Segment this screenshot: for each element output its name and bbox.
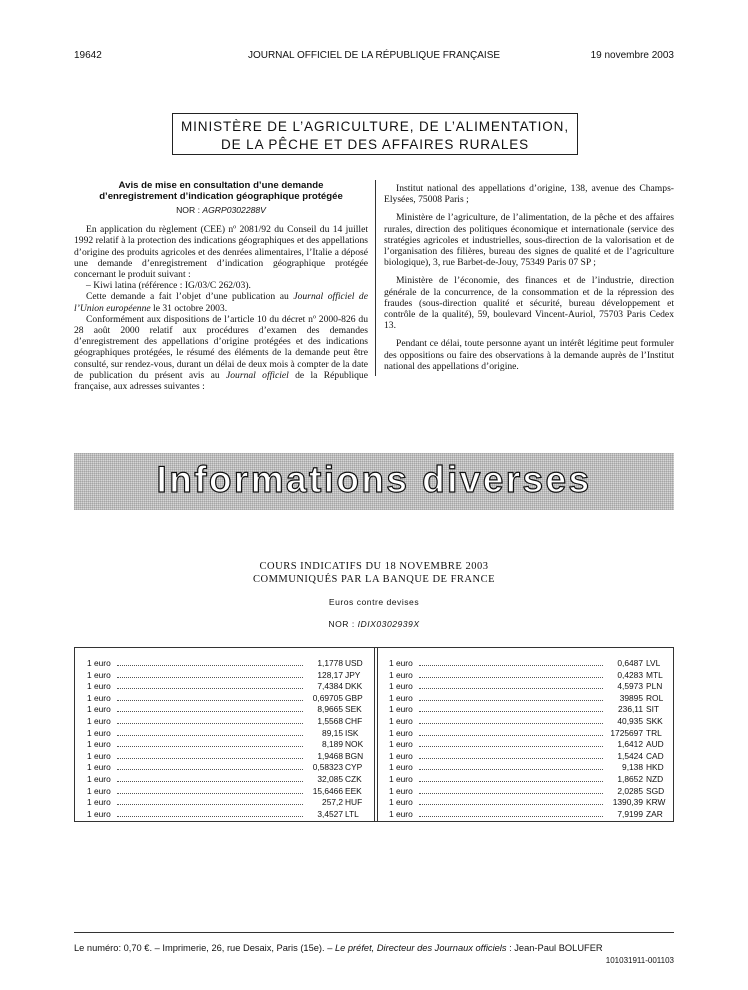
rate-row (87, 716, 377, 728)
currency-code: HUF (345, 797, 363, 808)
rate-value: 40,935 (617, 715, 643, 726)
avis-left-column (74, 180, 368, 392)
avis-paragraph-1: En application du règlement (CEE) nº 2081/92 du Conseil du 14 juillet 1992 relatif à la protection des indications géographiques et des appellations d’origine des produits agricoles et des denrées alimentaires, l’Italie a déposé une demande d’enregistrement d’indication géographique protégée concernant le produit suivant : (74, 224, 368, 281)
rate-row (87, 704, 377, 716)
table-divider (377, 648, 378, 821)
rate-row (389, 716, 679, 728)
rate-value: 128,17 (317, 669, 343, 680)
rate-value: 1725697 (610, 727, 643, 738)
leader-dots (419, 723, 603, 724)
leader-dots (419, 781, 603, 782)
page-footer (74, 943, 674, 965)
rates-left-column (87, 658, 377, 820)
rate-row (389, 681, 679, 693)
leader-dots (117, 700, 303, 701)
leader-dots (419, 793, 603, 794)
ministry-line-2: DE LA PÊCHE ET DES AFFAIRES RURALES (220, 137, 530, 152)
rate-row (87, 739, 377, 751)
leader-dots (419, 816, 603, 817)
avis-paragraph-3 (74, 314, 368, 392)
rate-value: 32,085 (317, 773, 343, 784)
rate-row (389, 693, 679, 705)
leader-dots (419, 804, 603, 805)
currency-code: CHF (345, 715, 363, 726)
leader-dots (117, 735, 303, 736)
currency-code: SGD (646, 785, 665, 796)
avis-title-line-1: Avis de mise en consultation d’une demande (118, 180, 324, 191)
rate-label: 1 euro (389, 704, 413, 715)
page-header (74, 50, 674, 64)
rate-row (87, 786, 377, 798)
rate-row (87, 681, 377, 693)
rate-value: 0,6487 (617, 658, 643, 668)
currency-code: GBP (345, 692, 363, 703)
exchange-rates-table (74, 647, 674, 822)
currency-code: LVL (646, 658, 661, 668)
address-inao: Institut national des appellations d’origine, 138, avenue des Champs-Elysées, 75008 Paris ; (384, 183, 674, 206)
currency-code: LTL (345, 808, 359, 819)
rate-label: 1 euro (87, 704, 111, 715)
rate-row (87, 797, 377, 809)
leader-dots (117, 677, 303, 678)
currency-code: ROL (646, 692, 664, 703)
leader-dots (419, 769, 603, 770)
rate-label: 1 euro (389, 669, 413, 680)
page-number: 19642 (74, 50, 102, 61)
para3-emphasis: Journal officiel (225, 369, 289, 381)
rate-label: 1 euro (389, 773, 413, 784)
leader-dots (419, 677, 603, 678)
leader-dots (117, 816, 303, 817)
rate-row (87, 774, 377, 786)
rate-row (389, 739, 679, 751)
rate-label: 1 euro (389, 681, 413, 692)
nor-code: AGRP0302288V (202, 205, 266, 215)
currency-code: KRW (646, 797, 666, 808)
rate-label: 1 euro (87, 727, 111, 738)
rate-row (87, 670, 377, 682)
cours-nor-label: NOR : (328, 619, 355, 629)
currency-code: ISK (345, 727, 359, 738)
rate-value: 3,4527 (317, 808, 343, 819)
rate-value: 0,4283 (617, 669, 643, 680)
leader-dots (419, 688, 603, 689)
rate-value: 4,5973 (617, 681, 643, 692)
currency-code: SEK (345, 704, 362, 715)
cours-nor-code: IDIX0302939X (357, 619, 420, 629)
currency-code: EEK (345, 785, 362, 796)
rate-label: 1 euro (87, 681, 111, 692)
para2-emphasis: Journal officiel de l’Union européenne (74, 291, 368, 314)
rate-value: 1,6412 (617, 739, 643, 750)
rate-value: 257,2 (322, 797, 343, 808)
cours-nor (74, 618, 674, 631)
para2-text-end: le 31 octobre 2003. (150, 302, 228, 314)
rate-value: 9,138 (622, 762, 643, 773)
rate-row (389, 670, 679, 682)
currency-code: CYP (345, 762, 363, 773)
currency-code: AUD (646, 739, 664, 750)
currency-code: NOK (345, 739, 364, 750)
para2-text: Cette demande a fait l’objet d’une publication au (86, 291, 294, 303)
rate-value: 236,11 (618, 704, 643, 715)
para3-text: Conformément aux dispositions de l’article 10 du décret nº 2000-826 du 28 août 2000 relatif aux procédures d’examen des demandes d’enregistrement des appellations d’origine protégées et des indications géographiques protégées, le résumé des éléments de la demande peut être consulté, sur rendez-vous, durant un délai de deux mois à compter de la date de publication du présent avis au (74, 313, 368, 381)
currency-code: CZK (345, 773, 362, 784)
avis-right-column (384, 183, 674, 379)
footer-text-end: : Jean-Paul BOLUFER (506, 943, 603, 953)
rate-value: 1,1778 (317, 658, 343, 668)
journal-title: JOURNAL OFFICIEL DE LA RÉPUBLIQUE FRANÇAISE (247, 50, 501, 61)
currency-code: JPY (345, 669, 361, 680)
rate-row (389, 797, 679, 809)
rate-value: 8,9665 (317, 704, 343, 715)
avis-paragraph-2 (74, 291, 368, 313)
rate-value: 1,5424 (617, 750, 643, 761)
leader-dots (419, 746, 603, 747)
rate-label: 1 euro (389, 808, 413, 819)
ministry-line-1: MINISTÈRE DE L’AGRICULTURE, DE L’ALIMENTATION, (181, 119, 569, 134)
issue-date: 19 novembre 2003 (590, 50, 674, 61)
leader-dots (419, 711, 603, 712)
rate-row (389, 751, 679, 763)
rate-label: 1 euro (389, 750, 413, 761)
leader-dots (117, 711, 303, 712)
nor-label: NOR : (176, 205, 200, 215)
rate-label: 1 euro (87, 750, 111, 761)
cours-heading (74, 560, 674, 631)
banner-title: Informations diverses (156, 459, 592, 500)
currency-code: BGN (345, 750, 364, 761)
rates-right-column (389, 658, 679, 820)
leader-dots (117, 793, 303, 794)
avis-title (74, 180, 368, 202)
rate-value: 1,9468 (317, 750, 343, 761)
rate-row (87, 728, 377, 740)
rate-label: 1 euro (389, 658, 413, 668)
leader-dots (419, 758, 603, 759)
rate-label: 1 euro (87, 739, 111, 750)
rate-label: 1 euro (87, 762, 111, 773)
rate-value: 7,4384 (317, 681, 343, 692)
currency-code: HKD (646, 762, 664, 773)
currency-code: TRL (646, 727, 662, 738)
rate-row (389, 728, 679, 740)
address-agriculture: Ministère de l’agriculture, de l’alimentation, de la pêche et des affaires rurales, direction des politiques économique et internationale (service des stratégies agricoles et industrielles, sous-direction de la valorisation et de l’organisation des filières, bureau des signes de qualité et de l’agriculture biologique), 3, rue Barbet-de-Jouy, 75349 Paris 07 SP ; (384, 212, 674, 269)
rate-label: 1 euro (87, 773, 111, 784)
leader-dots (117, 758, 303, 759)
rate-row (389, 786, 679, 798)
leader-dots (117, 665, 303, 666)
rate-label: 1 euro (87, 658, 111, 668)
footer-line (74, 943, 674, 953)
cours-subtitle: Euros contre devises (328, 597, 420, 607)
rate-row (87, 658, 377, 670)
print-code: 101031911-001103 (605, 956, 674, 965)
address-economie: Ministère de l’économie, des finances et de l’industrie, direction générale de la concurrence, de la consommation et de la répression des fraudes (sous-direction qualité et sécurité, bureau développement et contrôle de la qualité), 59, boulevard Vincent-Auriol, 75703 Paris Cedex 13. (384, 275, 674, 332)
currency-code: USD (345, 658, 363, 668)
rate-row (389, 774, 679, 786)
leader-dots (117, 804, 303, 805)
rate-row (87, 693, 377, 705)
leader-dots (117, 769, 303, 770)
rate-label: 1 euro (87, 715, 111, 726)
rate-value: 1,5568 (317, 715, 343, 726)
rate-label: 1 euro (87, 808, 111, 819)
currency-code: ZAR (646, 808, 663, 819)
rate-label: 1 euro (87, 692, 111, 703)
rate-value: 7,9199 (617, 808, 643, 819)
rate-label: 1 euro (389, 797, 413, 808)
opposition-paragraph: Pendant ce délai, toute personne ayant un intérêt légitime peut formuler des oppositions ou faire des observations à la demande auprès de l’Institut national des appellations d’origine. (384, 338, 674, 372)
rate-label: 1 euro (87, 785, 111, 796)
avis-title-line-2: d’enregistrement d’indication géographique protégée (99, 191, 343, 202)
rate-value: 8,189 (322, 739, 343, 750)
rate-label: 1 euro (389, 762, 413, 773)
leader-dots (419, 665, 603, 666)
rate-label: 1 euro (389, 692, 413, 703)
rate-label: 1 euro (389, 739, 413, 750)
rate-value: 15,6466 (312, 785, 343, 796)
rate-label: 1 euro (87, 797, 111, 808)
rate-label: 1 euro (87, 669, 111, 680)
avis-bullet: – Kiwi latina (référence : IG/03/C 262/03). (86, 280, 251, 292)
section-banner (74, 453, 674, 510)
rate-row (389, 762, 679, 774)
leader-dots (117, 688, 303, 689)
footer-text: Le numéro: 0,70 €. – Imprimerie, 26, rue Desaix, Paris (15e). – (74, 943, 335, 953)
leader-dots (419, 735, 603, 736)
rate-value: 1,8652 (617, 773, 643, 784)
currency-code: PLN (646, 681, 663, 692)
currency-code: NZD (646, 773, 664, 784)
rate-label: 1 euro (389, 727, 413, 738)
rate-value: 89,15 (322, 727, 343, 738)
rate-row (389, 704, 679, 716)
para3-text-end: de la République française, aux adresses suivantes : (74, 369, 368, 393)
currency-code: CAD (646, 750, 664, 761)
leader-dots (117, 746, 303, 747)
rate-value: 39895 (619, 692, 643, 703)
footer-emphasis: Le préfet, Directeur des Journaux officiels (334, 943, 507, 953)
leader-dots (117, 723, 303, 724)
rate-row (389, 658, 679, 670)
leader-dots (419, 700, 603, 701)
rate-value: 0,69705 (312, 692, 343, 703)
rate-row (87, 762, 377, 774)
rate-value: 2,0285 (617, 785, 643, 796)
rate-label: 1 euro (389, 715, 413, 726)
ministry-box (172, 113, 578, 155)
leader-dots (117, 781, 303, 782)
avis-nor (74, 205, 368, 216)
column-divider (375, 180, 376, 376)
currency-code: MTL (646, 669, 663, 680)
rate-value: 1390,39 (612, 797, 643, 808)
rate-row (87, 809, 377, 821)
currency-code: SKK (646, 715, 663, 726)
currency-code: SIT (646, 704, 660, 715)
rate-value: 0,58323 (312, 762, 343, 773)
cours-line-1: COURS INDICATIFS DU 18 NOVEMBRE 2003 (259, 561, 489, 572)
footer-rule (74, 932, 674, 933)
rate-row (87, 751, 377, 763)
rate-label: 1 euro (389, 785, 413, 796)
cours-line-2: COMMUNIQUÉS PAR LA BANQUE DE FRANCE (252, 574, 495, 585)
rate-row (389, 809, 679, 821)
currency-code: DKK (345, 681, 363, 692)
